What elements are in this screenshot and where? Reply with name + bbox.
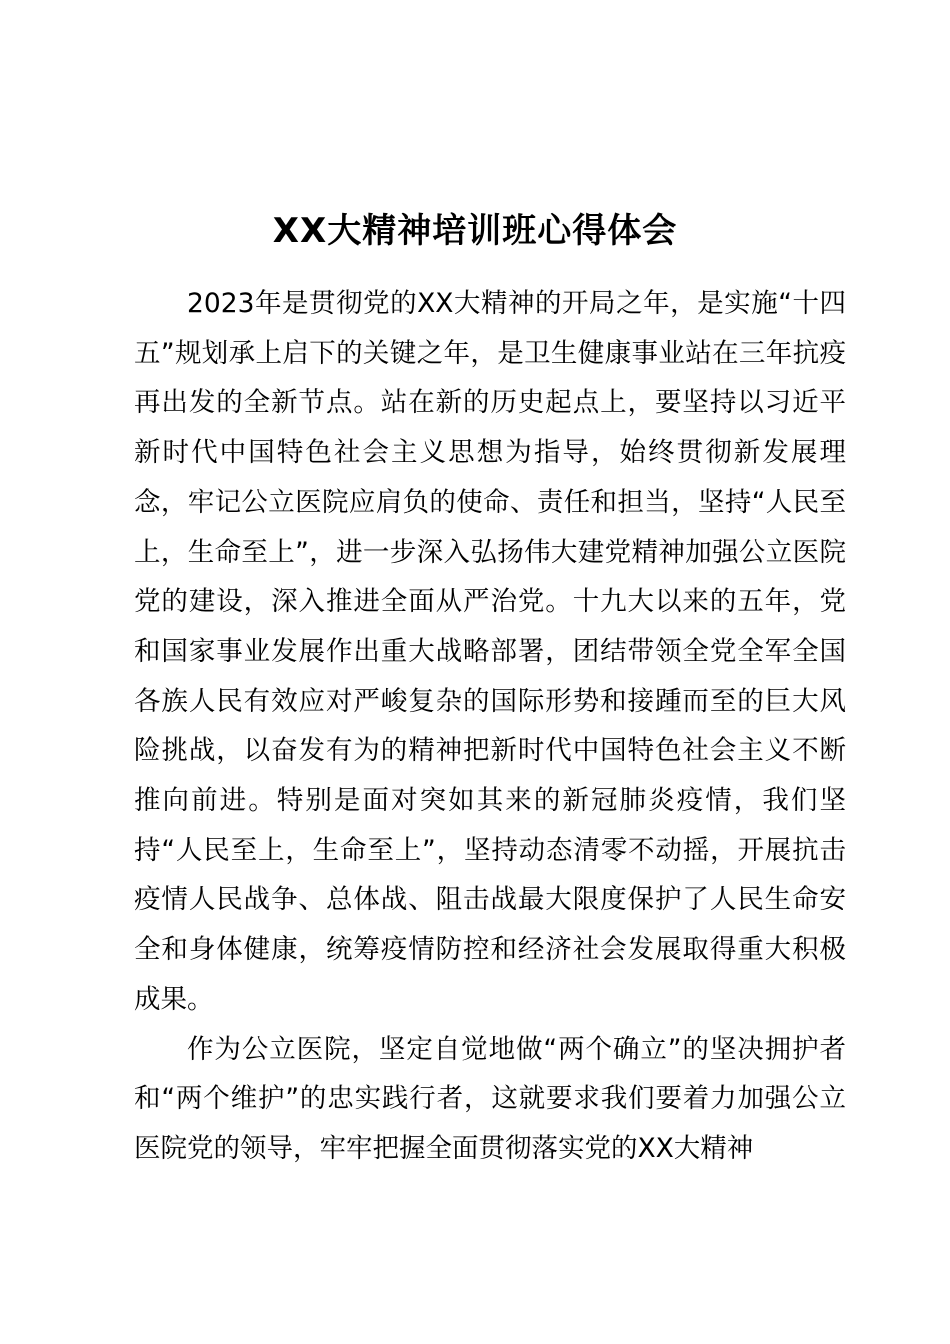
paragraph-1: 2023年是贯彻党的XX大精神的开局之年，是实施“十四五”规划承上启下的关键之年，是卫生健康事业站在三年抗疫再出发的全新节点。站在新的历史起点上，要坚持以习近平新时代中国特色社会主义思想为指导，始终贯彻新发展理念，牢记公立医院应肩负的使命、责任和担当，坚持“人民至上，生命至上”，进一步深入弘扬伟大建党精神加强公立医院党的建设，深入推进全面从严治党。十九大以来的五年，党和国家事业发展作出重大战略部署，团结带领全党全军全国各族人民有效应对严峻复杂的国际形势和接踵而至的巨大风险挑战，以奋发有为的精神把新时代中国特色社会主义不断推向前进。特别是面对突如其来的新冠肺炎疫情，我们坚持“人民至上，生命至上”，坚持动态清零不动摇，开展抗击疫情人民战争、总体战、阻击战最大限度保护了人民生命安全和身体健康，统筹疫情防控和经济社会发展取得重大积极成果。 <box>134 288 846 1015</box>
paragraph-2: 作为公立医院，坚定自觉地做“两个确立”的坚决拥护者和“两个维护”的忠实践行者，这就要求我们要着力加强公立医院党的领导，牢牢把握全面贯彻落实党的XX大精神 <box>134 1033 846 1164</box>
document-title: XX大精神培训班心得体会 <box>272 211 678 251</box>
document-body <box>134 279 846 1174</box>
